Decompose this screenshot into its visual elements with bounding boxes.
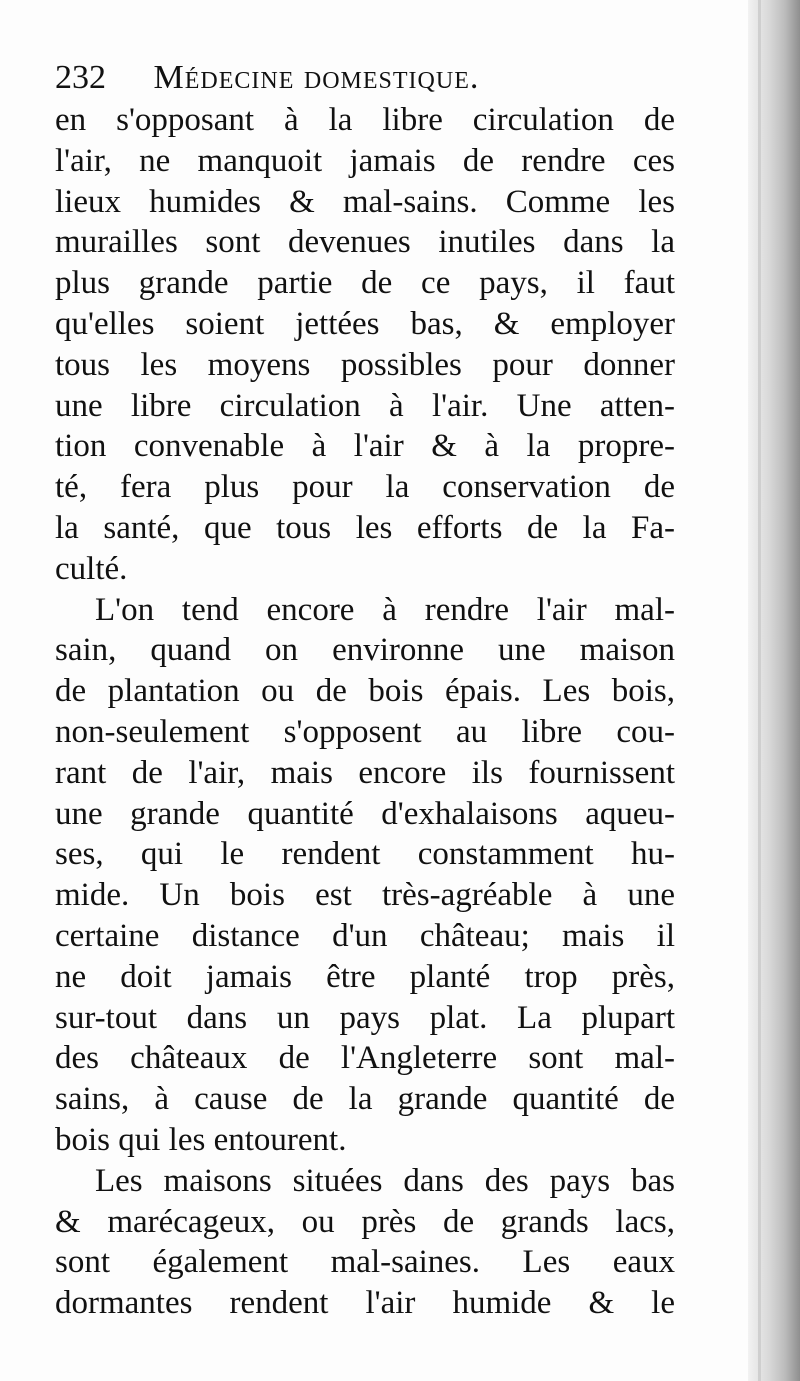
text-line: des châteaux de l'Angleterre sont mal-	[55, 1040, 675, 1077]
text-line: une grande quantité d'exhalaisons aqueu-	[55, 795, 675, 832]
text-line: culté.	[55, 550, 128, 587]
text-line: mide. Un bois est très-agréable à une	[55, 877, 675, 914]
text-line: plus grande partie de ce pays, il faut	[55, 265, 675, 302]
page-header	[55, 56, 695, 100]
text-line: qu'elles soient jettées bas, & employer	[55, 305, 675, 342]
text-line: L'on tend encore à rendre l'air mal-	[95, 591, 675, 628]
text-line: sain, quand on environne une maison	[55, 632, 675, 669]
text-line: tous les moyens possibles pour donner	[55, 346, 675, 383]
text-line: en s'opposant à la libre circulation de	[55, 102, 675, 138]
text-line: sur-tout dans un pays plat. La plupart	[55, 999, 675, 1036]
text-line: sains, à cause de la grande quantité de	[55, 1081, 675, 1118]
text-line: une libre circulation à l'air. Une atten-	[55, 387, 675, 424]
text-line: ses, qui le rendent constamment hu-	[55, 836, 675, 873]
body-text	[55, 100, 675, 1324]
text-line: la santé, que tous les efforts de la Fa-	[55, 509, 675, 546]
text-line: de plantation ou de bois épais. Les bois,	[55, 673, 675, 710]
text-line: té, fera plus pour la conservation de	[55, 469, 675, 506]
running-title: Médecine domestique.	[153, 59, 480, 96]
text-line: lieux humides & mal-sains. Comme les	[55, 183, 675, 220]
text-line: non-seulement s'opposent au libre cou-	[55, 713, 675, 750]
text-line: & marécageux, ou près de grands lacs,	[55, 1203, 675, 1240]
text-line: certaine distance d'un château; mais il	[55, 917, 675, 954]
text-line: ne doit jamais être planté trop près,	[55, 958, 675, 995]
text-line: l'air, ne manquoit jamais de rendre ces	[55, 142, 675, 179]
text-line: dormantes rendent l'air humide & le	[55, 1285, 675, 1322]
text-line: murailles sont devenues inutiles dans la	[55, 224, 675, 261]
text-line: Les maisons situées dans des pays bas	[95, 1162, 675, 1199]
page-edge-shadow	[748, 0, 800, 1381]
text-line: bois qui les entourent.	[55, 1121, 347, 1158]
page-number: 232	[55, 59, 106, 96]
text-line: sont également mal-saines. Les eaux	[55, 1244, 675, 1281]
text-line: tion convenable à l'air & à la propre-	[55, 428, 675, 465]
text-line: rant de l'air, mais encore ils fournissent	[55, 754, 675, 791]
